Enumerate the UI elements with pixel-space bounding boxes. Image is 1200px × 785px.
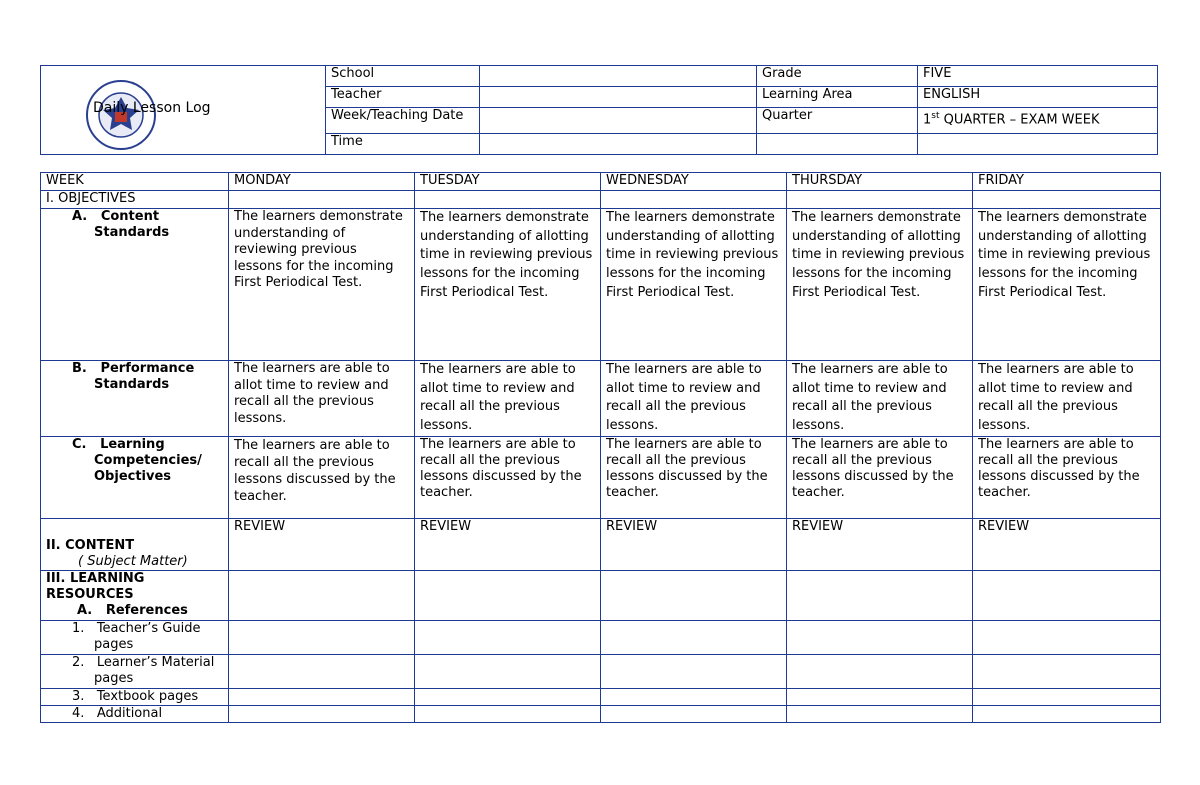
teacher-value (480, 86, 757, 107)
col-monday: MONDAY (229, 173, 415, 191)
header-table (40, 65, 1200, 155)
performance-standards-monday: The learners are able to allot time to review and recall all the previous lessons. (229, 361, 415, 437)
performance-standards-friday: The learners are able to allot time to review and recall all the previous lessons. (973, 361, 1161, 437)
quarter-label: Quarter (757, 107, 918, 133)
content-standards-monday: The learners demonstrate understanding of reviewing previous lessons for the incoming First Periodical Test. (229, 209, 415, 361)
content-standards-label: A. Content Standards (41, 209, 229, 361)
col-friday: FRIDAY (973, 173, 1161, 191)
col-week: WEEK (41, 173, 229, 191)
empty-value (918, 134, 1158, 155)
dll-title: Daily Lesson Log (93, 100, 211, 116)
content-label: II. CONTENT ( Subject Matter) (41, 519, 229, 571)
week-date-label: Week/Teaching Date (326, 107, 480, 133)
learning-area-label: Learning Area (757, 86, 918, 107)
learners-material-label: 2. Learner’s Material pages (41, 655, 229, 689)
learning-competencies-wednesday: The learners are able to recall all the previous lessons discussed by the teacher. (601, 437, 787, 519)
performance-standards-wednesday: The learners are able to allot time to review and recall all the previous lessons. (601, 361, 787, 437)
time-value (480, 134, 757, 155)
content-standards-wednesday: The learners demonstrate understanding of allotting time in reviewing previous lessons for the incoming First Periodical Test. (601, 209, 787, 361)
objectives-label: I. OBJECTIVES (41, 191, 229, 209)
learning-competencies-thursday: The learners are able to recall all the previous lessons discussed by the teacher. (787, 437, 973, 519)
content-wednesday: REVIEW (601, 519, 787, 571)
grade-value: FIVE (918, 66, 1158, 87)
col-wednesday: WEDNESDAY (601, 173, 787, 191)
logo-cell (41, 66, 326, 155)
learning-competencies-friday: The learners are able to recall all the previous lessons discussed by the teacher. (973, 437, 1161, 519)
content-friday: REVIEW (973, 519, 1161, 571)
content-standards-thursday: The learners demonstrate understanding of allotting time in reviewing previous lessons for the incoming First Periodical Test. (787, 209, 973, 361)
lesson-log-table (40, 172, 1161, 723)
col-tuesday: TUESDAY (415, 173, 601, 191)
learning-resources-label: III. LEARNING RESOURCES A. References (41, 571, 229, 621)
school-label: School (326, 66, 480, 87)
learning-competencies-monday: The learners are able to recall all the previous lessons discussed by the teacher. (229, 437, 415, 519)
week-date-value (480, 107, 757, 133)
teachers-guide-label: 1. Teacher’s Guide pages (41, 621, 229, 655)
empty-label (757, 134, 918, 155)
quarter-value: 1st QUARTER – EXAM WEEK (918, 107, 1158, 133)
content-monday: REVIEW (229, 519, 415, 571)
additional-label: 4. Additional (41, 706, 229, 723)
content-thursday: REVIEW (787, 519, 973, 571)
performance-standards-tuesday: The learners are able to allot time to review and recall all the previous lessons. (415, 361, 601, 437)
col-thursday: THURSDAY (787, 173, 973, 191)
learning-area-value: ENGLISH (918, 86, 1158, 107)
performance-standards-thursday: The learners are able to allot time to review and recall all the previous lessons. (787, 361, 973, 437)
teacher-label: Teacher (326, 86, 480, 107)
grade-label: Grade (757, 66, 918, 87)
content-tuesday: REVIEW (415, 519, 601, 571)
performance-standards-label: B. Performance Standards (41, 361, 229, 437)
school-value (480, 66, 757, 87)
textbook-pages-label: 3. Textbook pages (41, 689, 229, 706)
content-standards-friday: The learners demonstrate understanding of allotting time in reviewing previous lessons for the incoming First Periodical Test. (973, 209, 1161, 361)
content-standards-tuesday: The learners demonstrate understanding of allotting time in reviewing previous lessons for the incoming First Periodical Test. (415, 209, 601, 361)
time-label: Time (326, 134, 480, 155)
learning-competencies-tuesday: The learners are able to recall all the previous lessons discussed by the teacher. (415, 437, 601, 519)
learning-competencies-label: C. Learning Competencies/ Objectives (41, 437, 229, 519)
